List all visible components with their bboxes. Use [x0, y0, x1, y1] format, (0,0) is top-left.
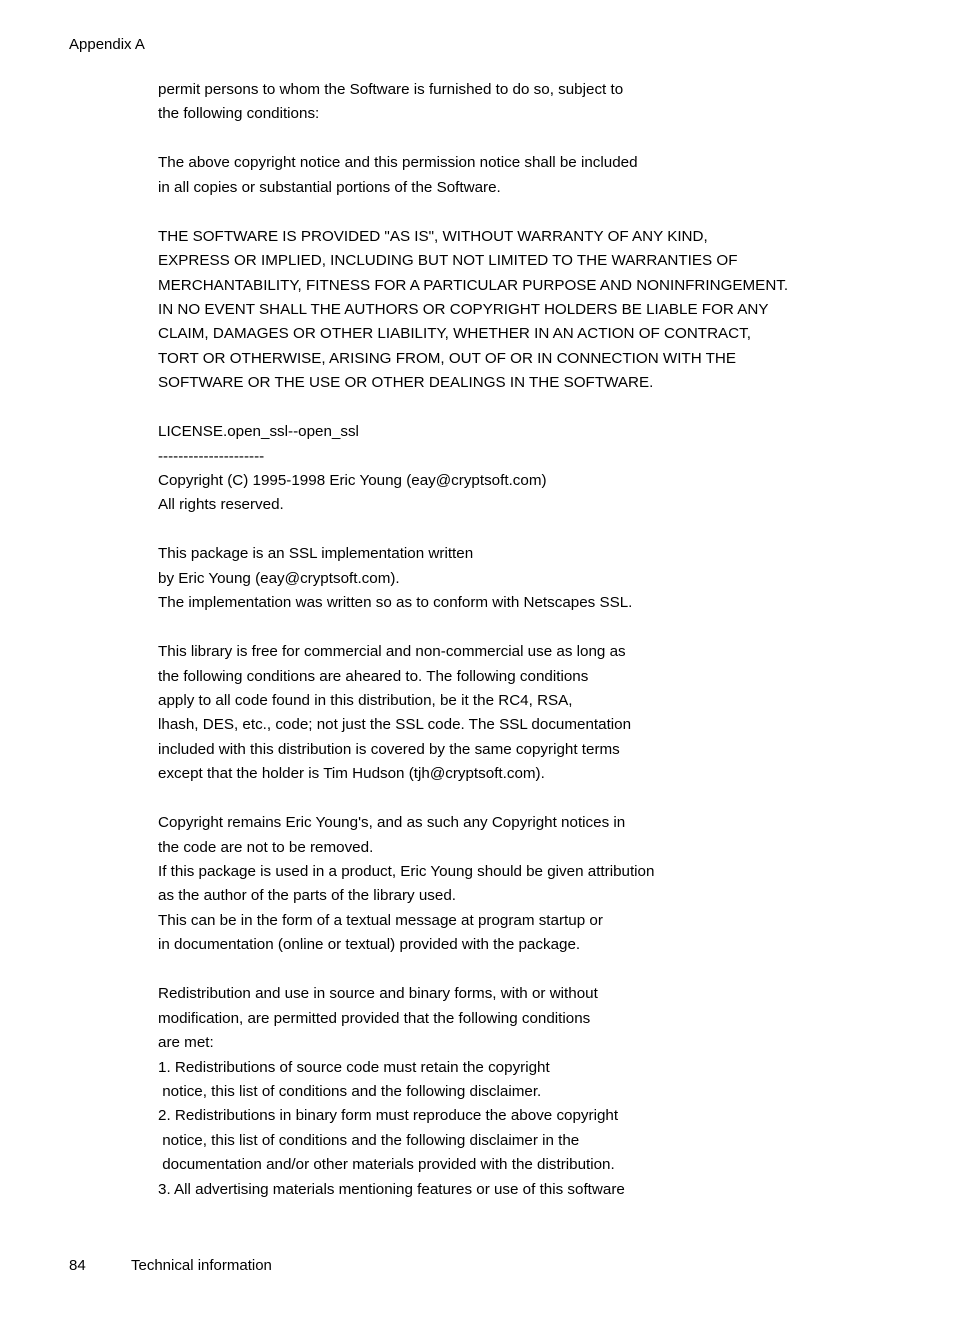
text-line: THE SOFTWARE IS PROVIDED "AS IS", WITHOUT WARRANTY OF ANY KIND, — [158, 227, 708, 245]
text-line: lhash, DES, etc., code; not just the SSL code. The SSL documentation — [158, 716, 632, 734]
text-line: --------------------- — [158, 447, 265, 465]
text-line: The implementation was written so as to conform with Netscapes SSL. — [158, 594, 633, 612]
text-line: permit persons to whom the Software is furnished to do so, subject to — [158, 81, 624, 98]
text-line: in all copies or substantial portions of the Software. — [158, 178, 501, 196]
text-line: the following conditions: — [158, 105, 320, 123]
text-line: documentation and/or other materials provided with the distribution. — [158, 1156, 615, 1174]
text-line: LICENSE.open_ssl--open_ssl — [158, 423, 359, 441]
text-line: If this package is used in a product, Eric Young should be given attribution — [158, 863, 655, 880]
footer-title: Technical information — [131, 1257, 272, 1274]
text-line: the code are not to be removed. — [158, 838, 374, 856]
text-line: SOFTWARE OR THE USE OR OTHER DEALINGS IN THE SOFTWARE. — [158, 374, 654, 392]
blank-line — [158, 787, 918, 811]
blank-line — [158, 616, 918, 640]
blank-line — [158, 958, 918, 982]
text-line: The above copyright notice and this permission notice shall be included — [158, 154, 638, 172]
text-line: 3. All advertising materials mentioning features or use of this software — [158, 1180, 625, 1198]
blank-line — [158, 127, 918, 151]
text-line: TORT OR OTHERWISE, ARISING FROM, OUT OF OR IN CONNECTION WITH THE — [158, 349, 736, 367]
text-line: notice, this list of conditions and the following disclaimer in the — [158, 1131, 580, 1149]
text-line: are met: — [158, 1034, 214, 1052]
text-line: apply to all code found in this distribution, be it the RC4, RSA, — [158, 691, 573, 709]
text-line: This library is free for commercial and non-commercial use as long as — [158, 643, 626, 661]
text-line: EXPRESS OR IMPLIED, INCLUDING BUT NOT LIMITED TO THE WARRANTIES OF — [158, 252, 738, 270]
text-line: notice, this list of conditions and the following disclaimer. — [158, 1082, 542, 1100]
page-number: 84 — [69, 1257, 86, 1274]
text-line: Copyright remains Eric Young's, and as such any Copyright notices in — [158, 814, 626, 832]
blank-line — [158, 396, 918, 420]
text-line: in documentation (online or textual) provided with the package. — [158, 936, 581, 954]
text-line: by Eric Young (eay@cryptsoft.com). — [158, 569, 400, 587]
text-line: CLAIM, DAMAGES OR OTHER LIABILITY, WHETHER IN AN ACTION OF CONTRACT, — [158, 325, 751, 343]
text-line: All rights reserved. — [158, 496, 284, 514]
blank-line — [158, 200, 918, 224]
text-line: included with this distribution is covered by the same copyright terms — [158, 740, 620, 758]
text-line: MERCHANTABILITY, FITNESS FOR A PARTICULAR PURPOSE AND NONINFRINGEMENT. — [158, 276, 789, 294]
running-header: Appendix A — [69, 36, 145, 53]
text-line: Redistribution and use in source and binary forms, with or without — [158, 985, 598, 1003]
text-line: 2. Redistributions in binary form must reproduce the above copyright — [158, 1107, 619, 1125]
license-text-block — [158, 78, 918, 1202]
text-line: IN NO EVENT SHALL THE AUTHORS OR COPYRIGHT HOLDERS BE LIABLE FOR ANY — [158, 300, 769, 318]
text-line: the following conditions are aheared to. The following conditions — [158, 667, 589, 685]
blank-line — [158, 518, 918, 542]
text-line: except that the holder is Tim Hudson (tjh@cryptsoft.com). — [158, 765, 545, 783]
text-line: as the author of the parts of the library used. — [158, 887, 457, 905]
text-line: 1. Redistributions of source code must retain the copyright — [158, 1058, 550, 1076]
text-line: Copyright (C) 1995-1998 Eric Young (eay@cryptsoft.com) — [158, 472, 547, 489]
text-line: modification, are permitted provided that the following conditions — [158, 1009, 591, 1027]
text-line: This package is an SSL implementation written — [158, 545, 474, 563]
text-line: This can be in the form of a textual message at program startup or — [158, 911, 603, 929]
